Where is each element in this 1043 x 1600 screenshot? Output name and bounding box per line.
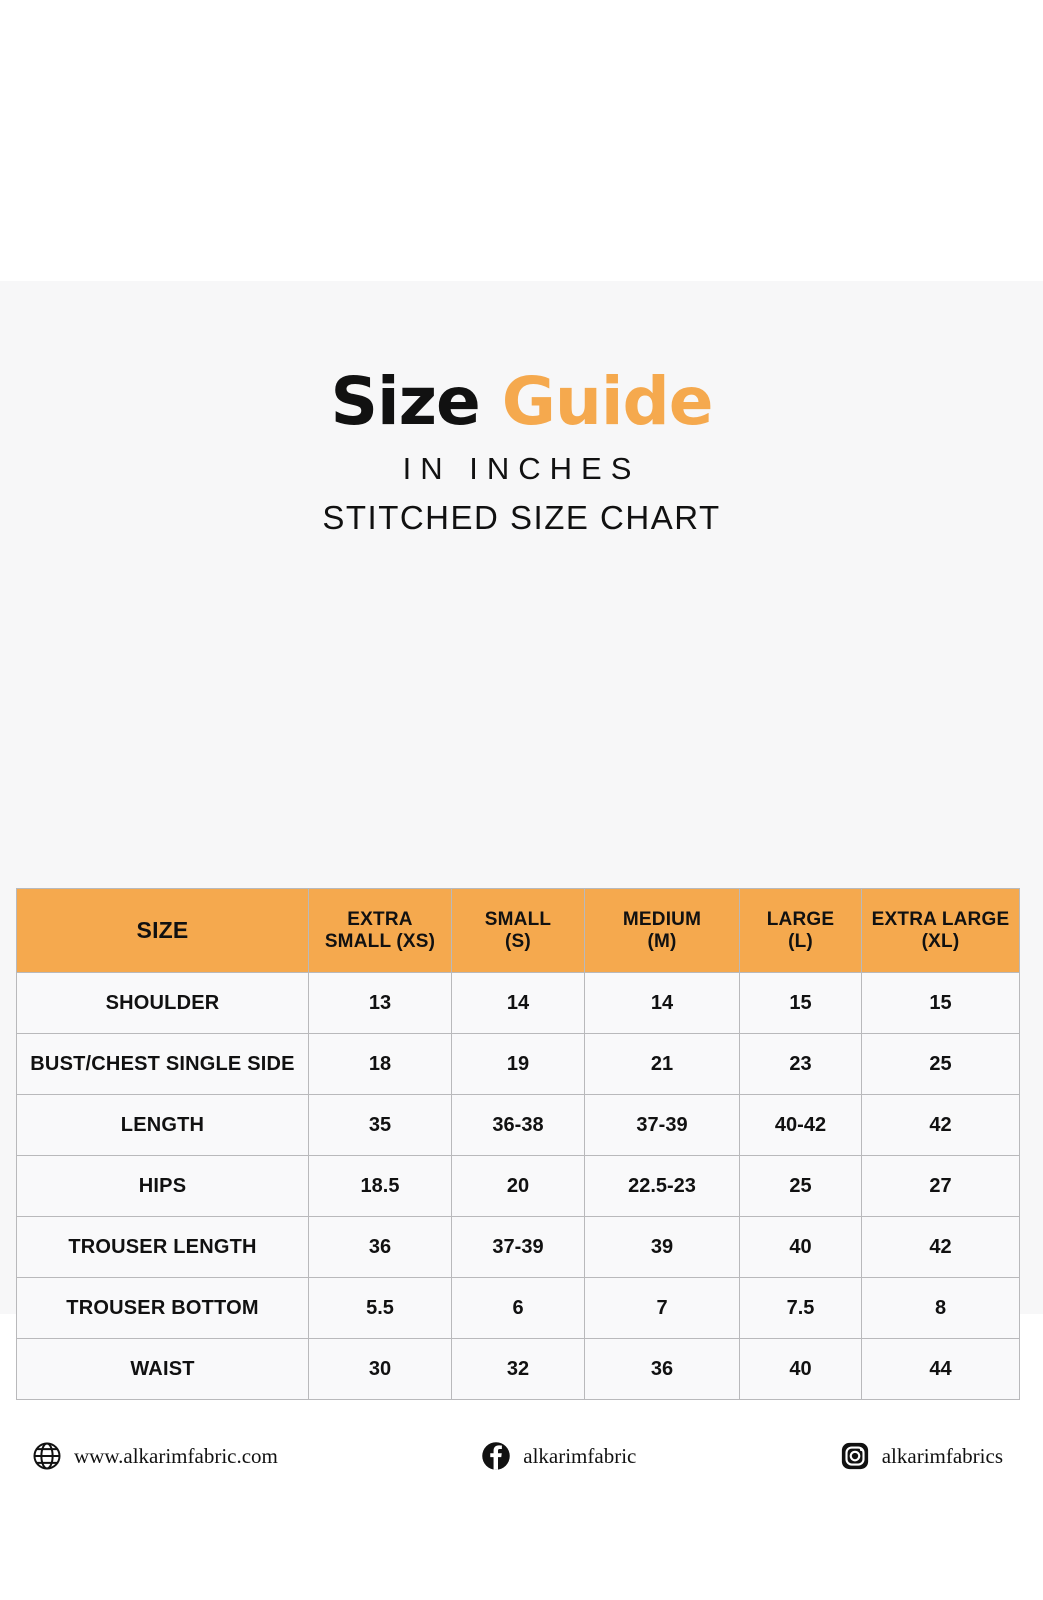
table-head xyxy=(17,889,1020,973)
cell-s: 6 xyxy=(452,1278,585,1339)
cell-s: 32 xyxy=(452,1339,585,1400)
cell-m: 21 xyxy=(585,1034,740,1095)
column-header-m: MEDIUM (M) xyxy=(585,889,740,973)
cell-m: 37-39 xyxy=(585,1095,740,1156)
facebook-icon xyxy=(481,1441,511,1471)
table-row xyxy=(17,973,1020,1034)
row-label: TROUSER LENGTH xyxy=(17,1217,309,1278)
cell-xl: 42 xyxy=(862,1095,1020,1156)
website-link[interactable] xyxy=(32,1441,278,1471)
size-chart-table xyxy=(16,888,1020,1400)
cell-l: 40-42 xyxy=(740,1095,862,1156)
facebook-link[interactable] xyxy=(481,1441,636,1471)
cell-m: 7 xyxy=(585,1278,740,1339)
cell-l: 40 xyxy=(740,1339,862,1400)
cell-xl: 42 xyxy=(862,1217,1020,1278)
cell-l: 7.5 xyxy=(740,1278,862,1339)
cell-xs: 18.5 xyxy=(309,1156,452,1217)
row-label: TROUSER BOTTOM xyxy=(17,1278,309,1339)
page-subtitle-secondary: STITCHED SIZE CHART xyxy=(322,499,721,536)
column-header-s: SMALL (S) xyxy=(452,889,585,973)
table-body xyxy=(17,973,1020,1400)
row-label: HIPS xyxy=(17,1156,309,1217)
cell-xl: 25 xyxy=(862,1034,1020,1095)
cell-xs: 36 xyxy=(309,1217,452,1278)
column-header-size: SIZE xyxy=(17,889,309,973)
cell-xl: 44 xyxy=(862,1339,1020,1400)
table-row xyxy=(17,1278,1020,1339)
cell-m: 14 xyxy=(585,973,740,1034)
column-header-l: LARGE (L) xyxy=(740,889,862,973)
cell-xs: 13 xyxy=(309,973,452,1034)
cell-xs: 18 xyxy=(309,1034,452,1095)
cell-l: 40 xyxy=(740,1217,862,1278)
page-title xyxy=(8,363,1035,440)
cell-s: 37-39 xyxy=(452,1217,585,1278)
cell-s: 14 xyxy=(452,973,585,1034)
page-title-part1: Size xyxy=(330,363,502,440)
instagram-label: alkarimfabrics xyxy=(881,1443,1003,1468)
table-row xyxy=(17,1156,1020,1217)
row-label: WAIST xyxy=(17,1339,309,1400)
cell-s: 20 xyxy=(452,1156,585,1217)
size-chart-table-wrap xyxy=(16,888,1019,1400)
table-row xyxy=(17,1034,1020,1095)
row-label: BUST/CHEST SINGLE SIDE xyxy=(17,1034,309,1095)
row-label: SHOULDER xyxy=(17,973,309,1034)
column-header-xs: EXTRA SMALL (XS) xyxy=(309,889,452,973)
cell-l: 25 xyxy=(740,1156,862,1217)
page-title-part2: Guide xyxy=(501,363,713,440)
cell-xs: 5.5 xyxy=(309,1278,452,1339)
facebook-label: alkarimfabric xyxy=(523,1443,637,1468)
cell-xl: 8 xyxy=(862,1278,1020,1339)
column-header-xl: EXTRA LARGE (XL) xyxy=(862,889,1020,973)
size-guide-card xyxy=(0,281,1043,1468)
cell-l: 15 xyxy=(740,973,862,1034)
table-row xyxy=(17,1217,1020,1278)
cell-m: 39 xyxy=(585,1217,740,1278)
footer xyxy=(16,1441,1019,1471)
cell-s: 19 xyxy=(452,1034,585,1095)
cell-xl: 15 xyxy=(862,973,1020,1034)
cell-xl: 27 xyxy=(862,1156,1020,1217)
table-header-row xyxy=(17,889,1020,973)
cell-m: 36 xyxy=(585,1339,740,1400)
globe-icon xyxy=(32,1441,62,1471)
website-label: www.alkarimfabric.com xyxy=(74,1443,278,1468)
cell-m: 22.5-23 xyxy=(585,1156,740,1217)
header-block xyxy=(8,281,1035,537)
table-row xyxy=(17,1339,1020,1400)
row-label: LENGTH xyxy=(17,1095,309,1156)
cell-xs: 35 xyxy=(309,1095,452,1156)
cell-xs: 30 xyxy=(309,1339,452,1400)
table-row xyxy=(17,1095,1020,1156)
instagram-link[interactable] xyxy=(840,1441,1003,1471)
cell-l: 23 xyxy=(740,1034,862,1095)
cell-s: 36-38 xyxy=(452,1095,585,1156)
instagram-icon xyxy=(840,1441,870,1471)
card-inner xyxy=(8,281,1035,1468)
page-subtitle: IN INCHES xyxy=(402,451,641,486)
